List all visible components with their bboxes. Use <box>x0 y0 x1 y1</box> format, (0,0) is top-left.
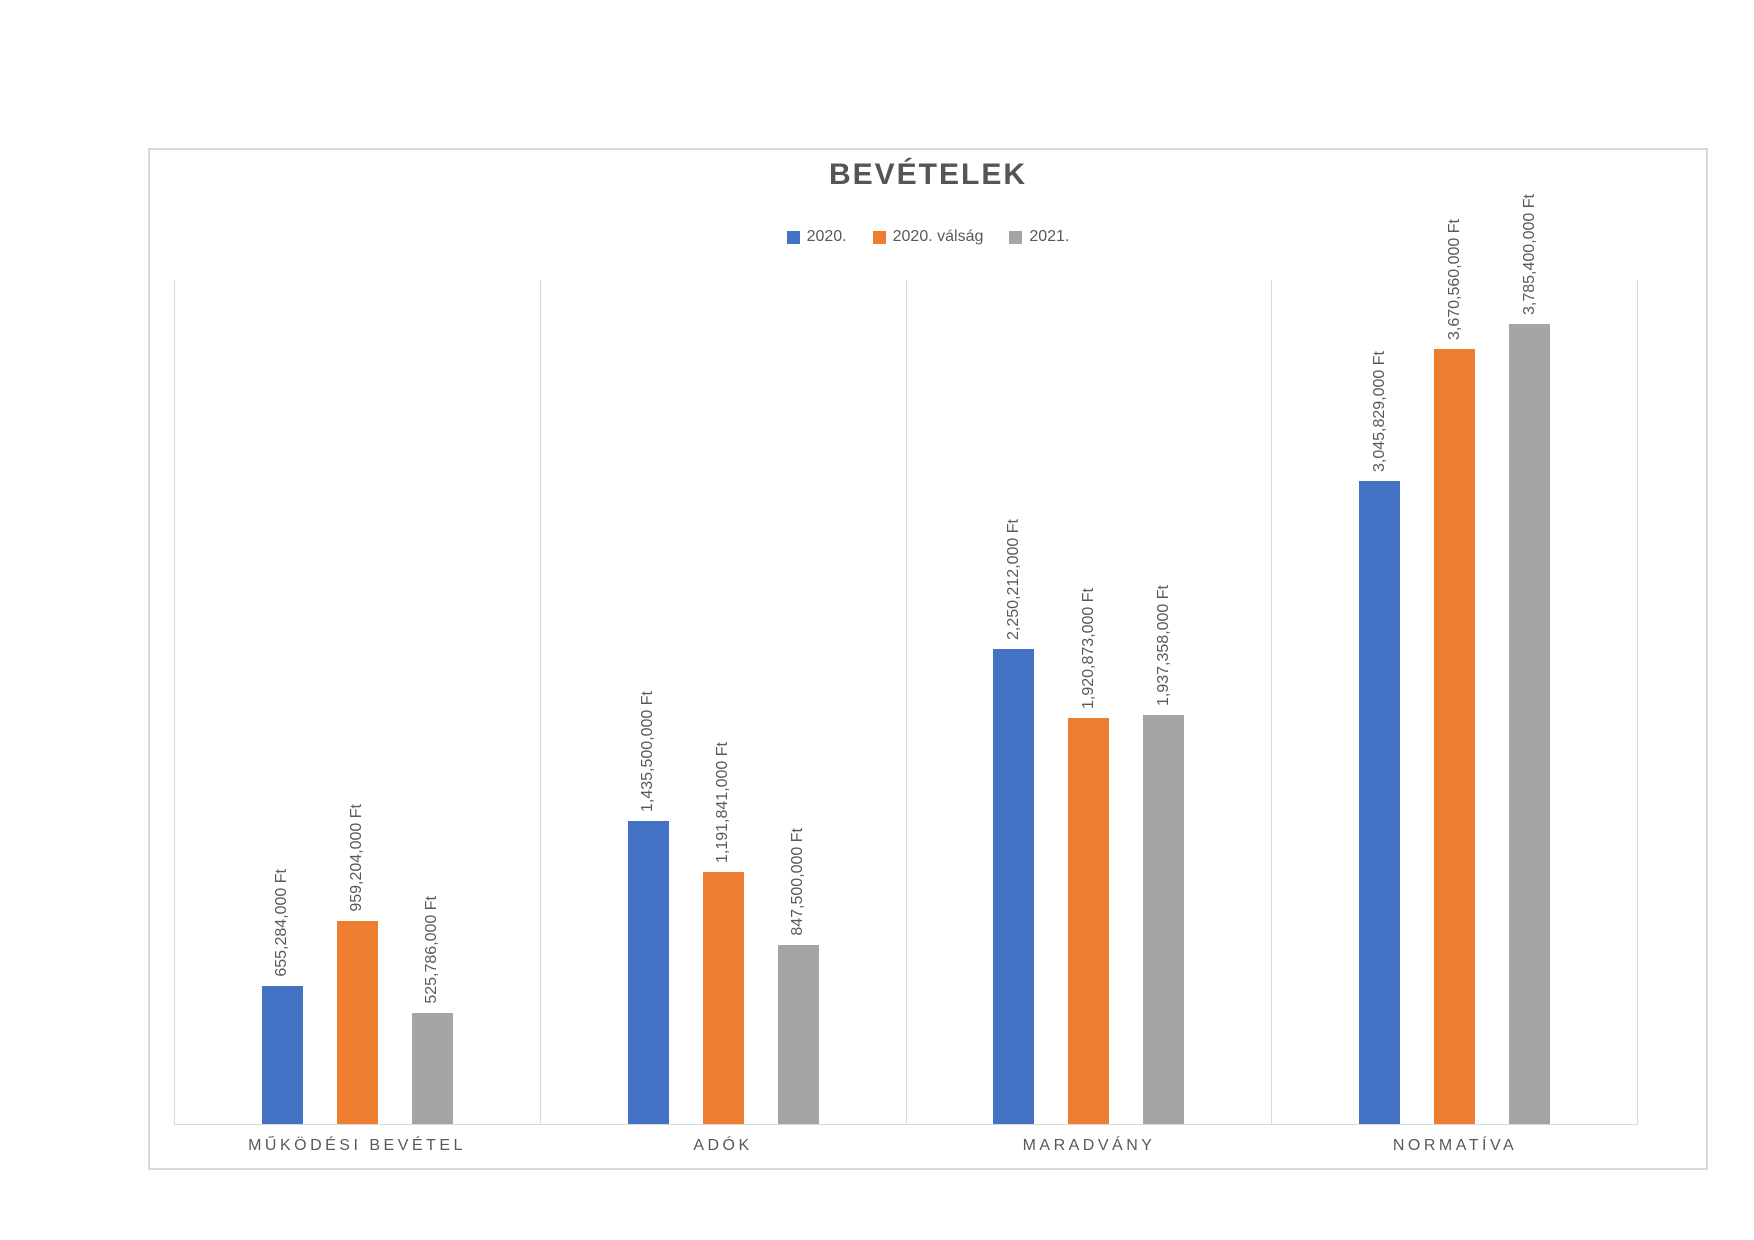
bars-row <box>541 280 906 1124</box>
chart-frame <box>148 148 1708 1170</box>
bar-value-label: 959,204,000 Ft <box>348 804 366 912</box>
bars-row <box>175 280 540 1124</box>
legend-label: 2021. <box>1029 228 1070 245</box>
bar-slot <box>1509 194 1550 1124</box>
bar-slot <box>337 804 378 1124</box>
bar-slot <box>993 519 1034 1124</box>
category-panel <box>906 280 1272 1124</box>
bar-slot <box>1359 351 1400 1124</box>
category-label: NORMATÍVA <box>1392 1137 1518 1154</box>
bar-value-label: 3,785,400,000 Ft <box>1520 194 1538 315</box>
legend-swatch-icon <box>787 231 800 244</box>
bar-slot <box>703 742 744 1124</box>
legend-item <box>873 228 984 246</box>
bar <box>1359 481 1400 1124</box>
bar <box>628 821 669 1124</box>
bar <box>337 921 378 1124</box>
bar-slot <box>1143 585 1184 1124</box>
bar-slot <box>412 896 453 1124</box>
legend-label: 2020. válság <box>892 228 984 245</box>
bar <box>1143 715 1184 1124</box>
bar-slot <box>1068 588 1109 1124</box>
bar <box>1434 349 1475 1124</box>
bar-slot <box>1434 219 1475 1124</box>
bar-value-label: 847,500,000 Ft <box>789 828 807 936</box>
category-panel <box>1271 194 1637 1124</box>
category-panel <box>174 280 540 1124</box>
bar-value-label: 525,786,000 Ft <box>423 896 441 1004</box>
bar <box>412 1013 453 1124</box>
chart-title: BEVÉTELEK <box>828 158 1028 191</box>
bar <box>703 872 744 1124</box>
category-panel <box>540 280 906 1124</box>
bar <box>993 649 1034 1124</box>
bar-value-label: 2,250,212,000 Ft <box>1004 519 1022 640</box>
legend-item <box>1009 228 1069 246</box>
bar-slot <box>262 869 303 1124</box>
bar-value-label: 1,920,873,000 Ft <box>1079 588 1097 709</box>
bar <box>778 945 819 1124</box>
bars-row <box>1272 194 1637 1124</box>
bar-value-label: 3,670,560,000 Ft <box>1445 219 1463 340</box>
bar-value-label: 1,937,358,000 Ft <box>1154 585 1172 706</box>
category-label: MARADVÁNY <box>1022 1137 1156 1154</box>
category-axis <box>174 1137 1638 1155</box>
category-label: MŰKÖDÉSI BEVÉTEL <box>248 1137 466 1154</box>
legend-item <box>787 228 847 246</box>
legend-swatch-icon <box>873 231 886 244</box>
bar-value-label: 3,045,829,000 Ft <box>1370 351 1388 472</box>
bar <box>1068 718 1109 1124</box>
bar-value-label: 1,191,841,000 Ft <box>714 742 732 863</box>
bars-row <box>907 280 1272 1124</box>
bar-slot <box>778 828 819 1124</box>
legend-swatch-icon <box>1009 231 1022 244</box>
category-label: ADÓK <box>693 1137 753 1154</box>
bar-value-label: 655,284,000 Ft <box>273 869 291 977</box>
bar <box>1509 324 1550 1124</box>
legend-label: 2020. <box>806 228 847 245</box>
bar-slot <box>628 691 669 1124</box>
bar-value-label: 1,435,500,000 Ft <box>639 691 657 812</box>
bar <box>262 986 303 1124</box>
